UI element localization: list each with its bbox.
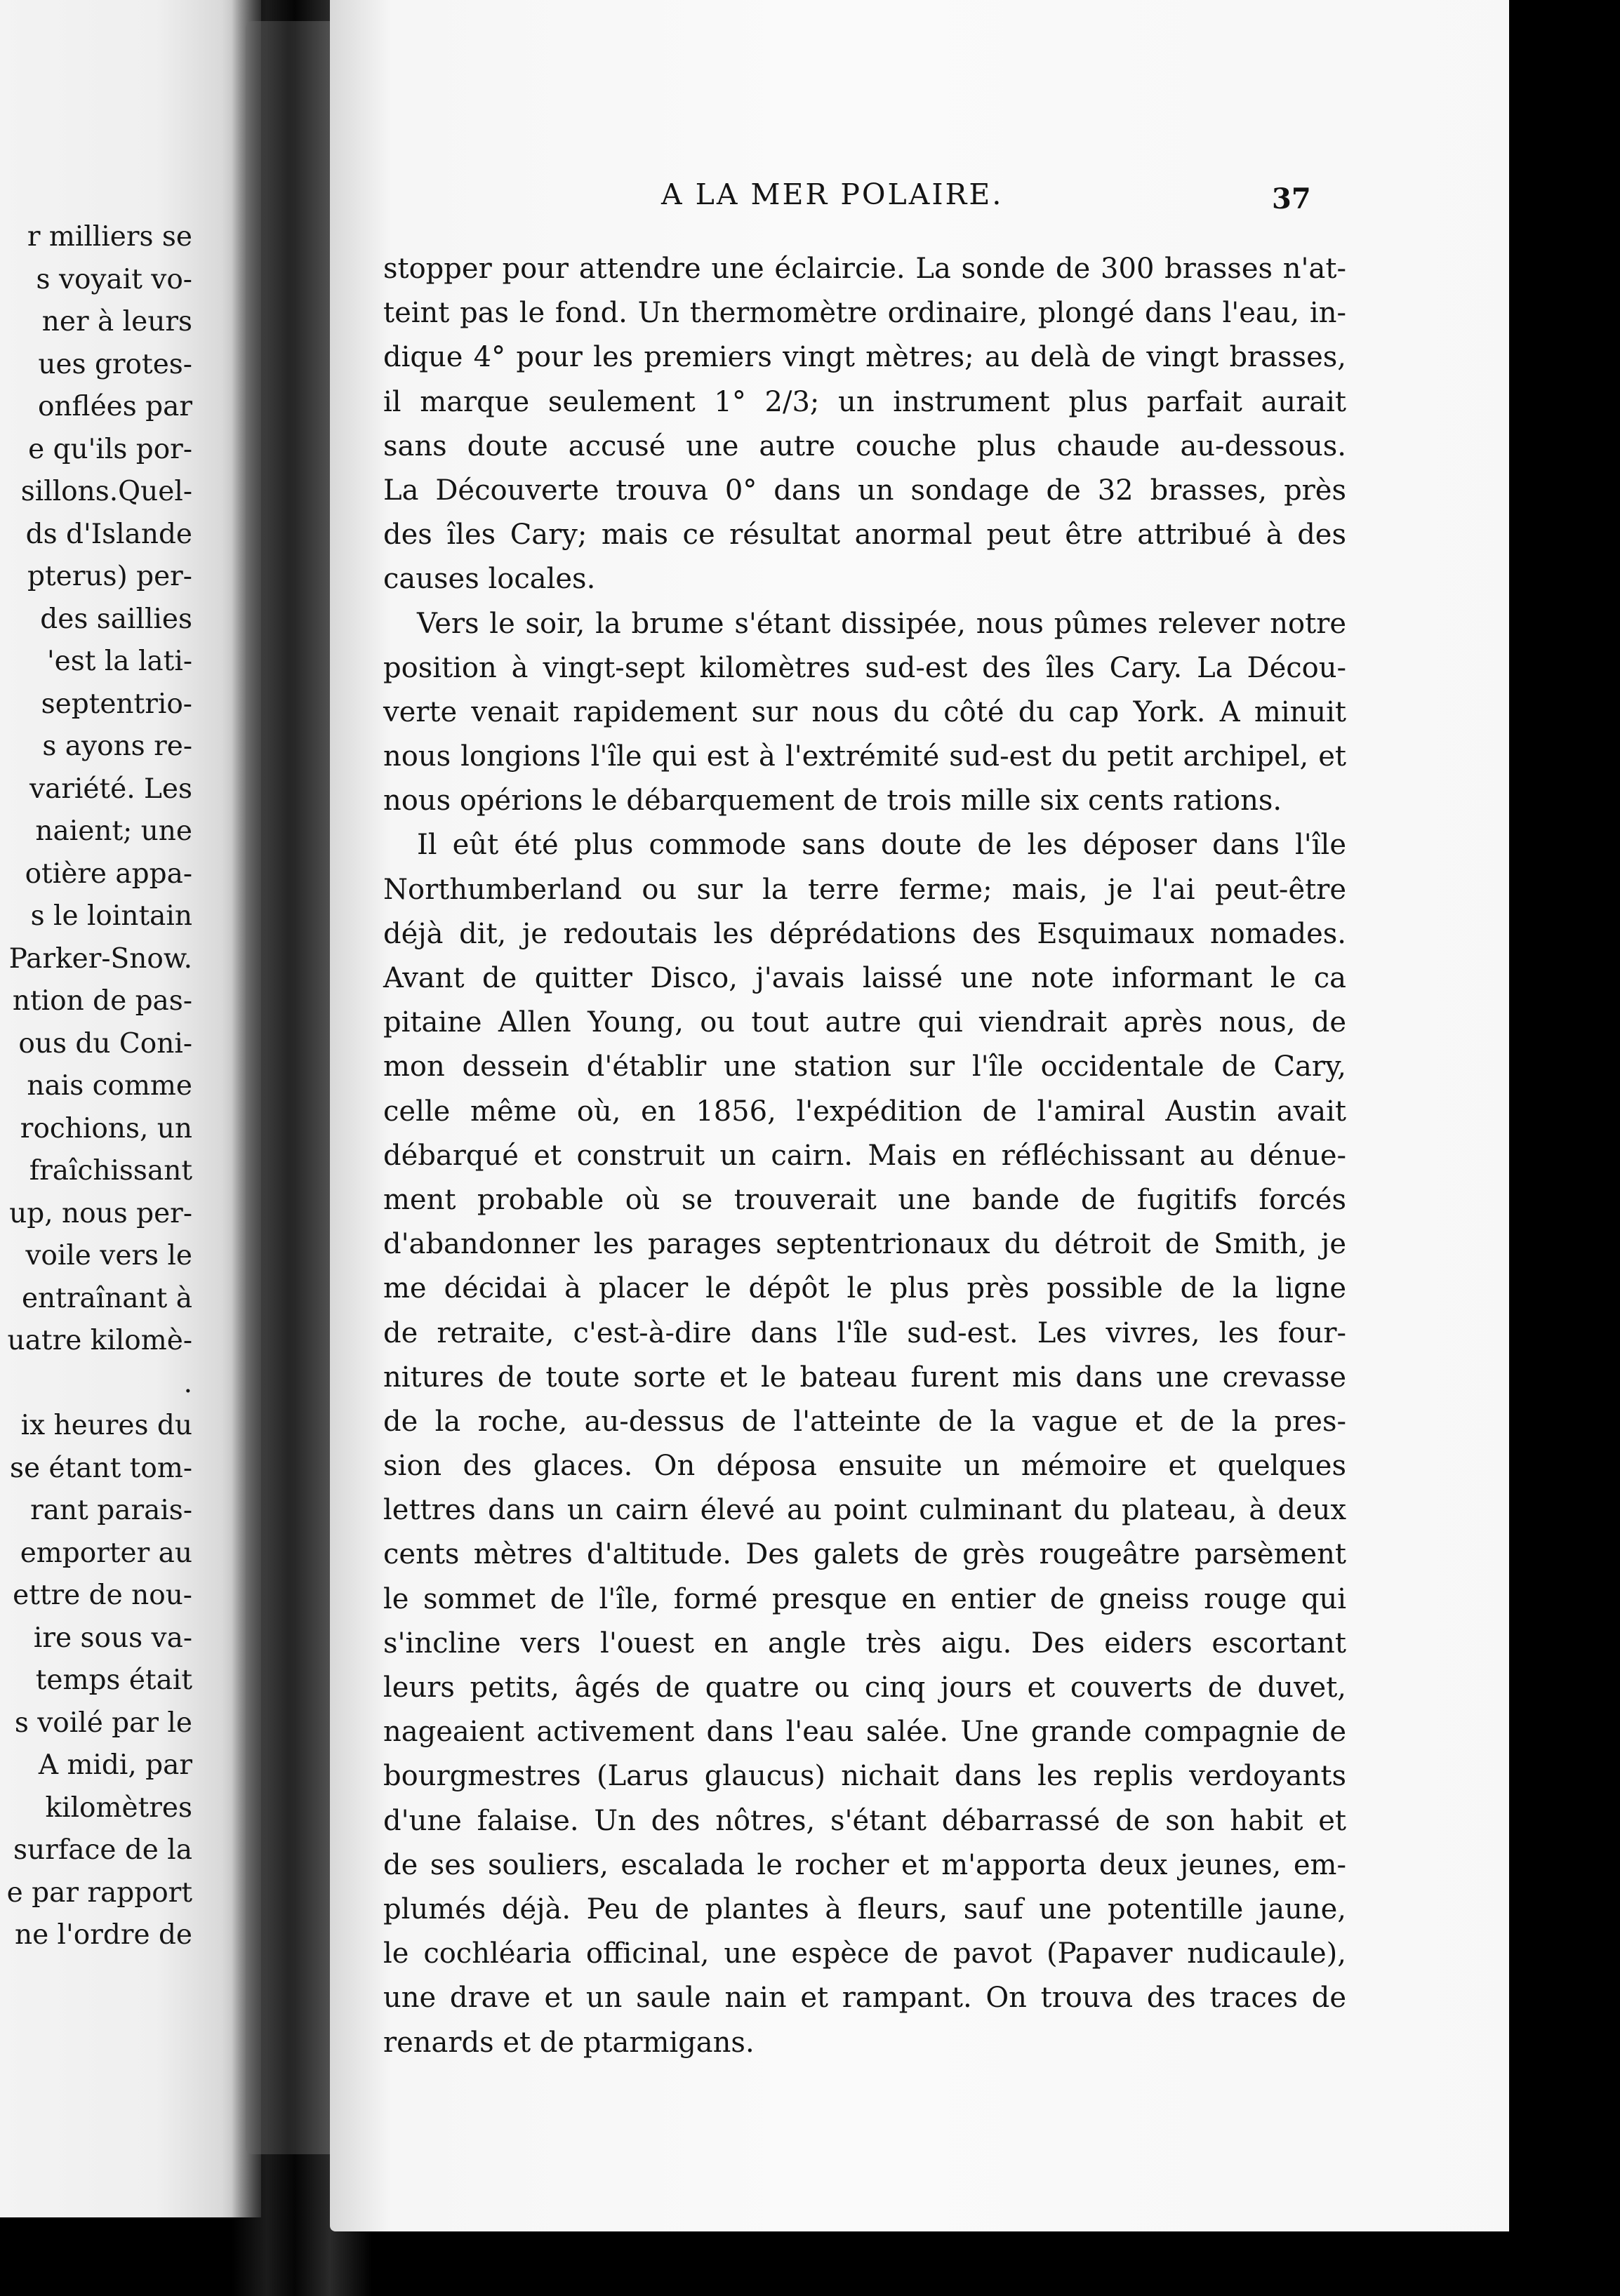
left-page-line: temps était — [35, 1664, 192, 1696]
left-page-line: ne l'ordre de — [14, 1919, 192, 1951]
body-text-line: une drave et un saule nain et rampant. On trouva des traces de — [383, 1982, 1346, 2015]
body-text-line: de retraite, c'est-à-dire dans l'île sud-est. Les vivres, les four- — [383, 1316, 1346, 1349]
left-page-fragment — [0, 0, 261, 2217]
body-text-line: teint pas le fond. Un thermomètre ordinaire, plongé dans l'eau, in- — [383, 297, 1346, 330]
body-text-line: me décidai à placer le dépôt le plus près possible de la ligne — [383, 1272, 1346, 1305]
left-page-line: s voilé par le — [14, 1707, 192, 1739]
left-page-line: nais comme — [27, 1070, 192, 1102]
left-page-line: sillons.Quel- — [20, 476, 192, 507]
left-page-line: 'est la lati- — [46, 646, 192, 677]
body-text-line: Northumberland ou sur la terre ferme; mais, je l'ai peut-être — [383, 873, 1346, 906]
left-page-line: se étant tom- — [10, 1452, 192, 1484]
running-head: A LA MER POLAIRE. — [661, 178, 1004, 211]
body-text-line: Vers le soir, la brume s'étant dissipée, nous pûmes relever notre — [417, 607, 1346, 640]
scan-speck — [44, 2277, 49, 2283]
body-text-line: cents mètres d'altitude. Des galets de grès rougeâtre parsèment — [383, 1538, 1346, 1571]
body-text-line: celle même où, en 1856, l'expédition de l'amiral Austin avait — [383, 1095, 1346, 1128]
left-page-line: up, nous per- — [9, 1197, 192, 1229]
right-page — [330, 0, 1557, 2231]
body-text-line: de la roche, au-dessus de l'atteinte de la vague et de la pres- — [383, 1405, 1346, 1438]
left-page-line: s voyait vo- — [36, 263, 192, 295]
left-page-line: ner à leurs — [41, 306, 192, 338]
left-page-line: ds d'Islande — [25, 518, 192, 550]
body-text-line: leurs petits, âgés de quatre ou cinq jours et couverts de duvet, — [383, 1671, 1346, 1704]
left-page-line: ettre de nou- — [13, 1580, 192, 1611]
left-page-line: septentrio- — [41, 688, 192, 720]
left-page-line: kilomètres — [45, 1791, 192, 1824]
body-text-line: verte venait rapidement sur nous du côté du cap York. A minuit — [383, 695, 1346, 728]
left-page-line: emporter au — [20, 1537, 192, 1569]
left-page-line: ire sous va- — [33, 1622, 192, 1654]
left-page-line: e par rapport — [6, 1876, 192, 1909]
body-text-line: il marque seulement 1° 2/3; un instrument plus parfait aurait — [383, 385, 1346, 418]
body-text-line: position à vingt-sept kilomètres sud-est des îles Cary. La Décou- — [383, 651, 1346, 684]
left-page-line: ous du Coni- — [18, 1027, 192, 1060]
body-text — [383, 247, 1346, 2065]
left-page-line: fraîchissant — [29, 1155, 192, 1187]
left-page-line: des saillies — [40, 603, 192, 635]
body-text-line: La Découverte trouva 0° dans un sondage de 32 brasses, près — [383, 474, 1346, 507]
left-page-line: e qu'ils por- — [28, 433, 192, 465]
body-text-line: bourgmestres (Larus glaucus) nichait dans les replis verdoyants — [383, 1760, 1346, 1793]
body-text-line: ment probable où se trouverait une bande de fugitifs forcés — [383, 1183, 1346, 1216]
body-text-line: mon dessein d'établir une station sur l'île occidentale de Cary, — [383, 1050, 1346, 1083]
left-page-line: ntion de pas- — [12, 985, 192, 1017]
left-page-line: r milliers se — [27, 221, 192, 253]
body-text-line: nitures de toute sorte et le bateau furent mis dans une crevasse — [383, 1361, 1346, 1394]
body-text-line: sans doute accusé une autre couche plus chaude au-dessous. — [383, 429, 1346, 462]
left-page-line: rochions, un — [20, 1112, 192, 1144]
body-text-line: Il eût été plus commode sans doute de les déposer dans l'île — [417, 829, 1346, 862]
left-page-line: onflées par — [37, 391, 192, 422]
body-text-line: d'une falaise. Un des nôtres, s'étant débarrassé de son habit et — [383, 1804, 1346, 1837]
left-page-line: . — [183, 1367, 192, 1399]
body-text-line: de ses souliers, escalada le rocher et m'apporta deux jeunes, em- — [383, 1848, 1346, 1881]
body-text-line: pitaine Allen Young, ou tout autre qui viendrait après nous, de — [383, 1006, 1346, 1039]
left-page-line: entraînant à — [21, 1282, 192, 1314]
body-text-line: stopper pour attendre une éclaircie. La sonde de 300 brasses n'at- — [383, 253, 1346, 285]
left-page-line: ues grotes- — [38, 348, 192, 380]
body-text-line: le sommet de l'île, formé presque en entier de gneiss rouge qui — [383, 1582, 1346, 1615]
left-page-line: s le lointain — [30, 900, 192, 932]
body-text-line: lettres dans un cairn élevé au point culminant du plateau, à deux — [383, 1494, 1346, 1527]
body-text-line: sion des glaces. On déposa ensuite un mémoire et quelques — [383, 1450, 1346, 1483]
body-text-line: d'abandonner les parages septentrionaux du détroit de Smith, je — [383, 1228, 1346, 1261]
body-text-line: des îles Cary; mais ce résultat anormal peut être attribué à des — [383, 519, 1346, 552]
body-text-line: s'incline vers l'ouest en angle très aigu. Des eiders escortant — [383, 1627, 1346, 1660]
left-page-line: ix heures du — [20, 1410, 192, 1441]
left-page-line: otière appa- — [25, 857, 192, 890]
body-text-line: causes locales. — [383, 563, 596, 596]
body-text-line: plumés déjà. Peu de plantes à fleurs, sauf une potentille jaune, — [383, 1893, 1346, 1925]
body-text-line: le cochléaria officinal, une espèce de pavot (Papaver nudicaule), — [383, 1937, 1346, 1970]
body-text-line: nageaient activement dans l'eau salée. Une grande compagnie de — [383, 1716, 1346, 1749]
left-page-line: Parker-Snow. — [8, 942, 192, 975]
left-page-line: voile vers le — [25, 1240, 192, 1272]
left-page-line: variété. Les — [29, 773, 192, 805]
body-text-line: débarqué et construit un cairn. Mais en réfléchissant au dénue- — [383, 1139, 1346, 1172]
left-page-line: pterus) per- — [27, 561, 192, 592]
body-text-line: renards et de ptarmigans. — [383, 2026, 755, 2059]
left-page-line: rant parais- — [30, 1495, 192, 1526]
body-text-line: Avant de quitter Disco, j'avais laissé une note informant le ca — [383, 962, 1346, 994]
body-text-line: déjà dit, je redoutais les déprédations des Esquimaux nomades. — [383, 917, 1346, 950]
body-text-line: dique 4° pour les premiers vingt mètres; au delà de vingt brasses, — [383, 341, 1346, 374]
left-page-line: surface de la — [13, 1834, 192, 1866]
left-page-line: naient; une — [35, 815, 192, 847]
left-page-line: uatre kilomè- — [7, 1325, 192, 1356]
body-text-line: nous longions l'île qui est à l'extrémité sud-est du petit archipel, et — [383, 740, 1346, 773]
left-page-line: A midi, par — [38, 1749, 192, 1781]
left-page-line: s ayons re- — [42, 730, 192, 762]
scan-border-right — [1509, 0, 1620, 2296]
page-number: 37 — [1272, 182, 1311, 215]
body-text-line: nous opérions le débarquement de trois mille six cents rations. — [383, 785, 1282, 817]
